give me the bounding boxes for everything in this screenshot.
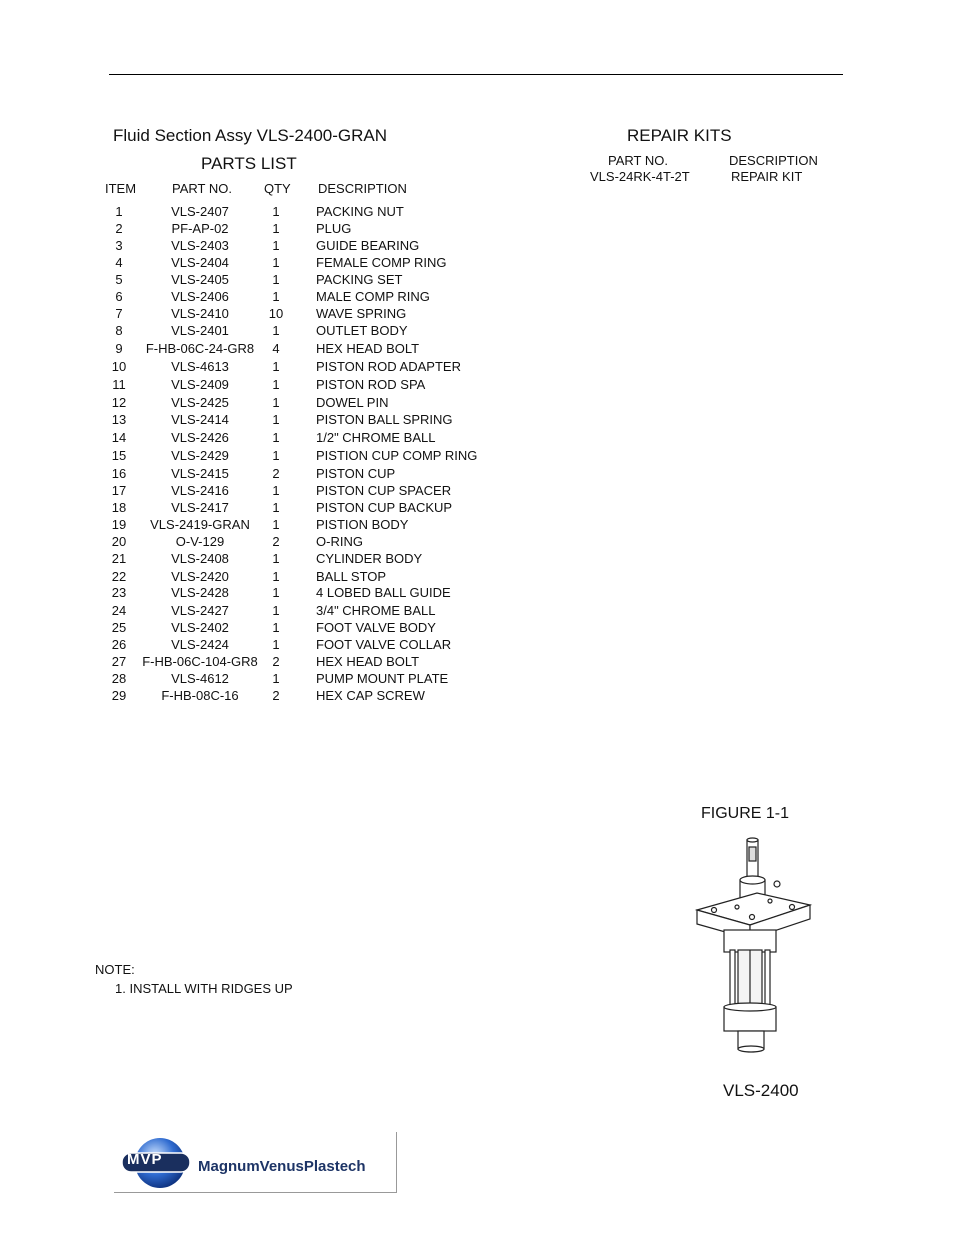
row-part-no: VLS-2424 — [171, 637, 229, 652]
row-item: 8 — [115, 323, 123, 338]
repair-kits-title: REPAIR KITS — [627, 126, 732, 145]
row-qty: 1 — [272, 377, 280, 392]
row-qty: 1 — [272, 395, 280, 410]
row-item: 9 — [115, 341, 123, 356]
row-item: 16 — [111, 466, 127, 481]
row-item: 14 — [111, 430, 127, 445]
row-description: PACKING SET — [316, 272, 403, 287]
row-part-no: F-HB-08C-16 — [161, 688, 239, 703]
row-description: PISTON ROD ADAPTER — [316, 359, 461, 374]
row-part-no: VLS-2407 — [171, 204, 229, 219]
row-item: 12 — [111, 395, 127, 410]
row-part-no: VLS-2426 — [171, 430, 229, 445]
row-qty: 2 — [272, 466, 280, 481]
row-description: 3/4" CHROME BALL — [316, 603, 436, 618]
row-item: 4 — [115, 255, 123, 270]
col-header-desc: DESCRIPTION — [318, 181, 407, 196]
row-item: 20 — [111, 534, 127, 549]
row-part-no: VLS-4612 — [171, 671, 229, 686]
row-description: HEX CAP SCREW — [316, 688, 425, 703]
row-description: PISTON BALL SPRING — [316, 412, 453, 427]
row-description: GUIDE BEARING — [316, 238, 420, 253]
col-header-part: PART NO. — [172, 181, 232, 196]
row-qty: 1 — [272, 671, 280, 686]
repair-col-desc-header: DESCRIPTION — [729, 153, 818, 168]
row-qty: 10 — [268, 306, 284, 321]
row-item: 23 — [111, 585, 127, 600]
row-qty: 1 — [272, 238, 280, 253]
row-item: 6 — [115, 289, 123, 304]
row-item: 17 — [111, 483, 127, 498]
row-item: 29 — [111, 688, 127, 703]
row-qty: 1 — [272, 483, 280, 498]
row-part-no: VLS-2403 — [171, 238, 229, 253]
row-item: 13 — [111, 412, 127, 427]
note-label: NOTE: — [95, 962, 135, 977]
row-item: 18 — [111, 500, 127, 515]
row-qty: 1 — [272, 585, 280, 600]
figure-caption: VLS-2400 — [723, 1081, 799, 1100]
row-qty: 2 — [272, 654, 280, 669]
row-description: PISTON CUP — [316, 466, 396, 481]
row-qty: 1 — [272, 204, 280, 219]
row-qty: 1 — [272, 517, 280, 532]
figure-label: FIGURE 1-1 — [701, 805, 790, 822]
header-rule — [109, 74, 843, 75]
row-description: CYLINDER BODY — [316, 551, 423, 566]
repair-col-part-header: PART NO. — [608, 153, 668, 168]
row-qty: 1 — [272, 359, 280, 374]
row-part-no: VLS-2409 — [171, 377, 229, 392]
row-description: PUMP MOUNT PLATE — [316, 671, 449, 686]
row-part-no: VLS-2429 — [171, 448, 229, 463]
row-item: 15 — [111, 448, 127, 463]
row-part-no: VLS-2415 — [171, 466, 229, 481]
row-qty: 1 — [272, 603, 280, 618]
row-qty: 1 — [272, 448, 280, 463]
row-item: 24 — [111, 603, 127, 618]
assembly-title: Fluid Section Assy VLS-2400-GRAN — [113, 126, 388, 145]
repair-kit-part: VLS-24RK-4T-2T — [590, 169, 690, 184]
col-header-qty: QTY — [264, 181, 291, 196]
repair-kit-desc: REPAIR KIT — [731, 169, 803, 184]
row-item: 28 — [111, 671, 127, 686]
row-part-no: F-HB-06C-104-GR8 — [142, 654, 258, 669]
row-qty: 1 — [272, 221, 280, 236]
logo-wordmark: MagnumVenusPlastech — [198, 1158, 366, 1175]
row-qty: 1 — [272, 430, 280, 445]
row-description: 4 LOBED BALL GUIDE — [316, 585, 451, 600]
row-description: PISTION CUP COMP RING — [316, 448, 478, 463]
row-part-no: VLS-2404 — [171, 255, 229, 270]
parts-list-title: PARTS LIST — [201, 154, 297, 173]
row-description: PLUG — [316, 221, 352, 236]
row-description: HEX HEAD BOLT — [316, 654, 420, 669]
row-description: FOOT VALVE BODY — [316, 620, 436, 635]
row-description: PISTION BODY — [316, 517, 409, 532]
row-item: 11 — [112, 377, 126, 392]
row-qty: 2 — [272, 534, 280, 549]
row-part-no: VLS-2402 — [171, 620, 229, 635]
row-description: FEMALE COMP RING — [316, 255, 447, 270]
row-part-no: F-HB-06C-24-GR8 — [145, 341, 255, 356]
row-part-no: VLS-2405 — [171, 272, 229, 287]
row-part-no: PF-AP-02 — [171, 221, 229, 236]
note-text: 1. INSTALL WITH RIDGES UP — [115, 981, 293, 996]
row-item: 2 — [115, 221, 123, 236]
row-description: PISTON CUP SPACER — [316, 483, 452, 498]
row-item: 10 — [111, 359, 127, 374]
row-item: 25 — [111, 620, 127, 635]
row-description: PACKING NUT — [316, 204, 404, 219]
row-qty: 1 — [272, 412, 280, 427]
row-description: BALL STOP — [316, 569, 387, 584]
row-part-no: O-V-129 — [175, 534, 225, 549]
row-qty: 1 — [272, 620, 280, 635]
row-qty: 1 — [272, 569, 280, 584]
row-item: 7 — [115, 306, 123, 321]
row-item: 19 — [111, 517, 127, 532]
row-item: 22 — [111, 569, 127, 584]
row-qty: 1 — [272, 255, 280, 270]
row-description: 1/2" CHROME BALL — [316, 430, 436, 445]
row-description: MALE COMP RING — [316, 289, 430, 304]
row-qty: 1 — [272, 500, 280, 515]
row-part-no: VLS-2401 — [171, 323, 229, 338]
row-part-no: VLS-2425 — [171, 395, 229, 410]
row-qty: 1 — [272, 272, 280, 287]
col-header-item: ITEM — [105, 181, 137, 196]
row-item: 26 — [111, 637, 127, 652]
row-qty: 4 — [272, 341, 280, 356]
row-description: DOWEL PIN — [316, 395, 389, 410]
row-qty: 1 — [272, 637, 280, 652]
row-description: O-RING — [316, 534, 363, 549]
pump-illustration — [692, 835, 817, 1055]
row-description: PISTON CUP BACKUP — [316, 500, 453, 515]
row-description: FOOT VALVE COLLAR — [316, 637, 452, 652]
row-item: 1 — [115, 204, 123, 219]
row-part-no: VLS-2416 — [171, 483, 229, 498]
row-part-no: VLS-2428 — [171, 585, 229, 600]
row-description: OUTLET BODY — [316, 323, 408, 338]
logo-badge-text: MVP — [127, 1151, 163, 1168]
row-part-no: VLS-2414 — [171, 412, 229, 427]
row-item: 5 — [115, 272, 123, 287]
row-qty: 1 — [272, 289, 280, 304]
row-description: PISTON ROD SPA — [316, 377, 426, 392]
row-part-no: VLS-2419-GRAN — [150, 517, 250, 532]
row-item: 3 — [115, 238, 123, 253]
row-part-no: VLS-2410 — [171, 306, 229, 321]
row-part-no: VLS-2406 — [171, 289, 229, 304]
row-item: 27 — [111, 654, 127, 669]
row-part-no: VLS-2420 — [171, 569, 229, 584]
row-description: HEX HEAD BOLT — [316, 341, 420, 356]
row-item: 21 — [111, 551, 127, 566]
row-part-no: VLS-2427 — [171, 603, 229, 618]
company-logo — [114, 1132, 397, 1193]
row-qty: 2 — [272, 688, 280, 703]
row-part-no: VLS-2408 — [171, 551, 229, 566]
row-part-no: VLS-4613 — [171, 359, 229, 374]
row-description: WAVE SPRING — [316, 306, 407, 321]
row-qty: 1 — [272, 551, 280, 566]
row-part-no: VLS-2417 — [171, 500, 229, 515]
row-qty: 1 — [272, 323, 280, 338]
